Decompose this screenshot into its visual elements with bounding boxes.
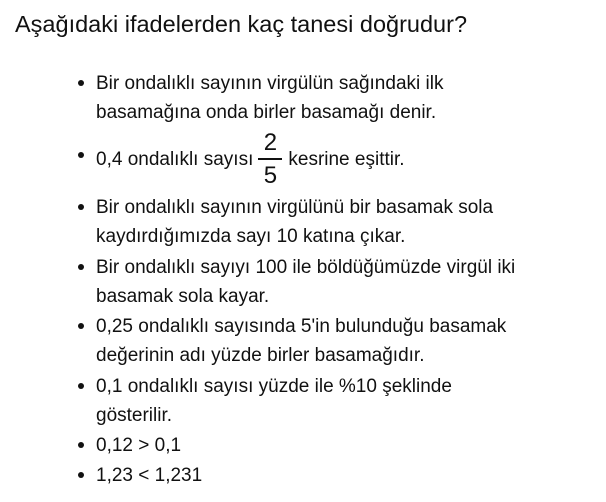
statement-line: Bir ondalıklı sayının virgülün sağındaki ilk xyxy=(96,73,444,94)
bullet-icon xyxy=(78,323,84,329)
statement-line: 1,23 < 1,231 xyxy=(96,465,203,486)
statement-line: basamağına onda birler basamağı denir. xyxy=(96,102,437,123)
statement-line: 0,1 ondalıklı sayısı yüzde ile %10 şeklinde xyxy=(96,376,452,397)
question-title: Aşağıdaki ifadelerden kaç tanesi doğrudur? xyxy=(15,11,468,37)
statement-line: basamak sola kayar. xyxy=(96,286,270,307)
statement-item-5 xyxy=(96,312,506,370)
bullet-icon xyxy=(78,472,84,478)
statement-item-7 xyxy=(96,431,181,460)
fraction xyxy=(258,129,282,189)
statement-line: 0,12 > 0,1 xyxy=(96,435,182,456)
bullet-icon xyxy=(78,80,84,86)
statement-text-after: kesrine eşittir. xyxy=(288,148,405,170)
statement-item-6 xyxy=(96,372,452,430)
statement-item-1 xyxy=(96,69,443,127)
fraction-numerator: 2 xyxy=(263,129,278,157)
statement-line: Bir ondalıklı sayıyı 100 ile böldüğümüzde virgül iki xyxy=(96,257,516,278)
statement-item-2 xyxy=(96,129,405,189)
bullet-icon xyxy=(78,383,84,389)
bullet-icon xyxy=(78,204,84,210)
statement-line: değerinin adı yüzde birler basamağıdır. xyxy=(96,345,425,366)
bullet-icon xyxy=(78,264,84,270)
bullet-icon xyxy=(78,152,84,158)
statement-item-3 xyxy=(96,193,493,251)
statement-line: gösterilir. xyxy=(96,405,173,426)
fraction-denominator: 5 xyxy=(263,161,278,189)
statement-item-4 xyxy=(96,253,515,311)
statement-line: 0,25 ondalıklı sayısında 5'in bulunduğu basamak xyxy=(96,316,507,337)
fraction-bar xyxy=(258,158,282,160)
bullet-icon xyxy=(78,442,84,448)
statement-line: kaydırdığımızda sayı 10 katına çıkar. xyxy=(96,226,406,247)
statement-text-before: 0,4 ondalıklı sayısı xyxy=(96,148,254,170)
statement-item-8 xyxy=(96,461,202,490)
statement-line: Bir ondalıklı sayının virgülünü bir basamak sola xyxy=(96,197,494,218)
